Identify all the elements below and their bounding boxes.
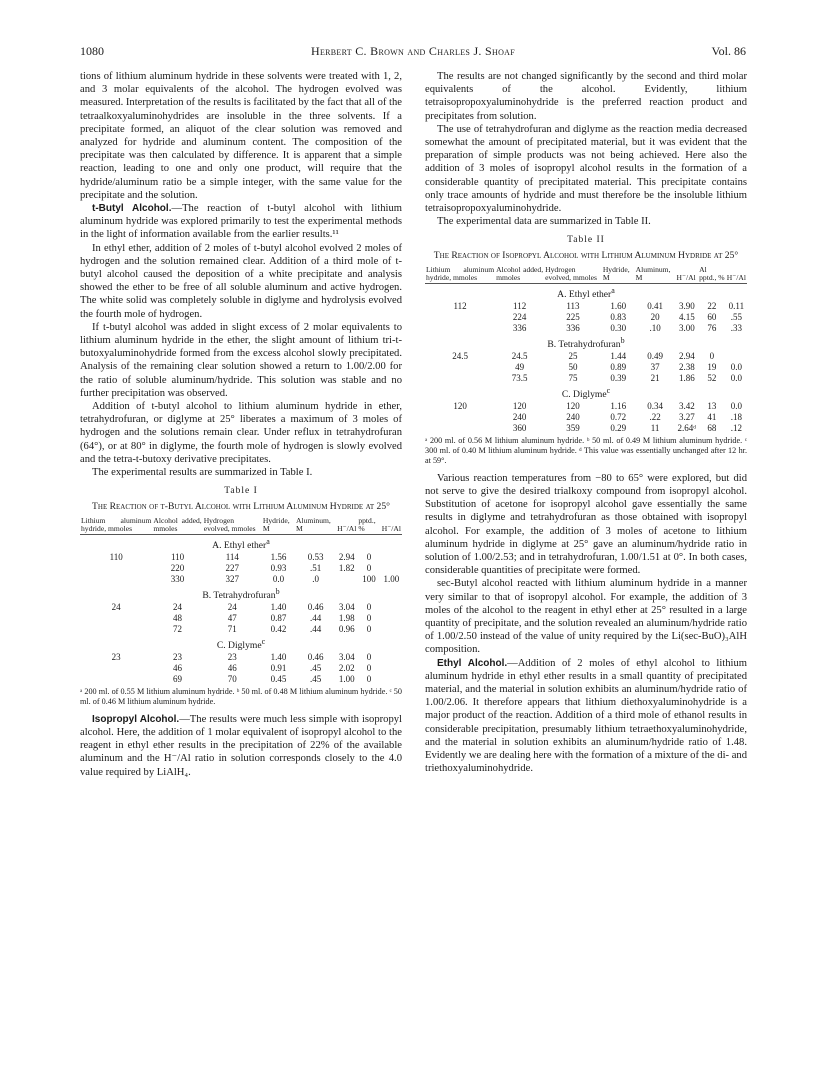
table-cell: .0 bbox=[312, 573, 319, 584]
column-header: Hydride, M bbox=[262, 517, 295, 535]
table-cell: 47 bbox=[227, 613, 237, 624]
table-row bbox=[425, 412, 747, 423]
table-cell: 23 bbox=[111, 652, 121, 663]
section-label-text: B. Tetrahydrofuran bbox=[202, 590, 276, 602]
table-label: Table I bbox=[224, 486, 258, 497]
table-cell bbox=[381, 652, 402, 663]
section-label-text: B. Tetrahydrofuran bbox=[547, 339, 621, 351]
table-row bbox=[80, 602, 402, 613]
paragraph: In ethyl ether, addition of 2 moles of t-butyl alcohol evolved 2 moles of hydrogen and the solution remained clear. Addition of a third mole of t-butyl alcohol caused the deposition of a white precipitate and analysis showed the ether to be free of all soluble aluminum and active hydrogen. The white solid was completely soluble in diglyme and hydrolysis evolved the fourth mole of hydrogen. bbox=[80, 242, 402, 320]
table-cell: 0.42 bbox=[270, 624, 287, 635]
column-header: pptd., % bbox=[357, 517, 380, 535]
table-header-row bbox=[80, 517, 402, 535]
table-cell bbox=[80, 663, 152, 674]
table-cell: 19 bbox=[707, 362, 717, 373]
left-column bbox=[80, 70, 402, 779]
table-cell: 2.64ᵈ bbox=[677, 423, 697, 434]
table-cell bbox=[336, 574, 357, 585]
table-cell: 41 bbox=[707, 412, 717, 423]
section-heading: t-Butyl Alcohol. bbox=[92, 203, 172, 215]
table-cell: 0.29 bbox=[610, 423, 627, 434]
table-cell: .55 bbox=[730, 312, 742, 323]
table-cell: .33 bbox=[730, 323, 742, 334]
table-cell: 1.98 bbox=[338, 613, 355, 624]
table-cell: 3.00 bbox=[678, 323, 695, 334]
table-cell: 0 bbox=[366, 674, 372, 685]
table-cell: 46 bbox=[173, 663, 183, 674]
table-cell: 1.00 bbox=[338, 674, 355, 685]
column-header: Hydrogen evolved, mmoles bbox=[203, 517, 262, 535]
table-row bbox=[425, 401, 747, 412]
column-header: Hydrogen evolved, mmoles bbox=[544, 266, 602, 284]
table-cell: 49 bbox=[515, 362, 525, 373]
column-header: Alcohol added, mmoles bbox=[496, 264, 544, 283]
table-row bbox=[425, 362, 747, 373]
table-cell: 330 bbox=[170, 573, 185, 584]
table-cell: 11 bbox=[650, 423, 660, 434]
section-label bbox=[425, 384, 747, 401]
paragraph bbox=[80, 713, 402, 779]
table-row bbox=[80, 624, 402, 635]
table-cell: 70 bbox=[227, 674, 237, 685]
table-cell: 1.40 bbox=[270, 652, 287, 663]
section-label bbox=[425, 283, 747, 301]
table-cell: 360 bbox=[512, 423, 527, 434]
table-cell: 24 bbox=[173, 602, 183, 613]
table-cell: 0.96 bbox=[338, 624, 355, 635]
table-row bbox=[80, 663, 402, 674]
table-cell: 46 bbox=[227, 663, 237, 674]
table-cell: 1.56 bbox=[270, 551, 287, 562]
running-title: Herbert C. Brown and Charles J. Shoaf bbox=[311, 44, 515, 58]
table-cell: 120 bbox=[512, 401, 527, 412]
table-cell: 110 bbox=[109, 551, 123, 562]
table-footnote: ᵃ 200 ml. of 0.55 M lithium aluminum hydride. ᵇ 50 ml. of 0.48 M lithium aluminum hydride. ᶜ 50 ml. of 0.46 M lithium aluminum hydride. bbox=[80, 687, 402, 707]
table-cell: 24 bbox=[111, 602, 121, 613]
paragraph: The results are not changed significantly by the second and third molar equivalents of the alcohol. Evidently, lithium tetraisopropoxyaluminohydride is the preferred reaction product and precipitates from solution. bbox=[425, 71, 747, 122]
table-cell: 120 bbox=[453, 401, 467, 412]
table-cell: 227 bbox=[225, 562, 240, 573]
table-cell: 75 bbox=[568, 373, 578, 384]
table-cell: 52 bbox=[707, 373, 717, 384]
table-cell: 113 bbox=[566, 301, 580, 312]
table-cell: 224 bbox=[512, 312, 527, 323]
column-header: H⁻/Al bbox=[676, 266, 699, 284]
table-row bbox=[425, 373, 747, 384]
column-header: Aluminum, M bbox=[295, 517, 336, 535]
table-cell: 112 bbox=[513, 301, 527, 312]
table-cell: .45 bbox=[309, 663, 322, 674]
column-header: Al pptd., % bbox=[699, 264, 725, 283]
table-cell: 0.46 bbox=[307, 602, 324, 613]
section-label-text: A. Ethyl ether bbox=[557, 289, 612, 301]
table-cell: 1.00 bbox=[383, 573, 400, 584]
table-cell bbox=[425, 373, 495, 384]
column-header: H⁻/Al bbox=[381, 517, 402, 535]
table-cell: 1.86 bbox=[678, 373, 695, 384]
table-row bbox=[425, 312, 747, 323]
table-cell: 0.0 bbox=[730, 401, 742, 412]
table-cell bbox=[80, 613, 152, 624]
footnote-mark: a bbox=[266, 536, 270, 546]
right-column bbox=[425, 70, 747, 775]
table-row bbox=[425, 351, 747, 362]
table-cell: 60 bbox=[707, 312, 717, 323]
data-table bbox=[80, 517, 402, 686]
table-cell bbox=[425, 323, 495, 334]
table-row bbox=[80, 674, 402, 685]
table-cell: 359 bbox=[566, 423, 580, 434]
paragraph: The use of tetrahydrofuran and diglyme as the reaction media decreased somewhat the amount of precipitated material, but it was evident that the preparation of simple products was not being achieved. Here also the addition of 3 moles of isopropyl alcohol results in the formation of a considerable quantity of precipitated material. This precipitate contains only trace amounts of hydride and must therefore be the insoluble lithium tetraisopropoxyaluminohydride. bbox=[425, 123, 747, 215]
table-cell: 225 bbox=[566, 312, 580, 323]
paragraph: Various reaction temperatures from −80 to 65° were explored, but did not serve to give the desired trialkoxy compound from isopropyl alcohol. Substitution of acetone for isopropyl alcohol gave essentially the same results in diglyme and tetrahydrofuran as those obtained with isopropyl alcohol. For example, the addition of 3 moles of acetone to lithium aluminum hydride in diglyme at 25° gave an aluminum/hydride ratio in solution of 1.00/2.53; and in tetrahydrofuran, 1.00/1.51 at 0°. In both cases, considerable quantities of precipitate were formed. bbox=[425, 472, 747, 577]
table-cell bbox=[80, 574, 152, 585]
table-cell: 110 bbox=[170, 551, 185, 562]
table-cell: 76 bbox=[707, 323, 717, 334]
table-cell: .44 bbox=[309, 624, 322, 635]
table-cell: 3.90 bbox=[678, 301, 695, 312]
table-cell bbox=[425, 423, 495, 434]
table-cell: 220 bbox=[170, 562, 185, 573]
column-header: Lithium aluminum hydride, mmoles bbox=[81, 515, 152, 534]
section-row bbox=[425, 334, 747, 351]
table-cell: .18 bbox=[730, 412, 742, 423]
table-caption: The Reaction of t-Butyl Alcohol with Lithium Aluminum Hydride at 25° bbox=[92, 500, 390, 512]
page-header bbox=[80, 44, 746, 60]
table-cell: 1.82 bbox=[338, 562, 355, 573]
table-cell bbox=[381, 552, 402, 563]
footnote-mark: c bbox=[606, 386, 611, 396]
table-cell: 0.83 bbox=[610, 312, 627, 323]
table-cell: 1.44 bbox=[610, 351, 627, 362]
table-cell: 0.93 bbox=[270, 562, 287, 573]
table-cell: 3.04 bbox=[338, 652, 355, 663]
paragraph: sec-Butyl alcohol reacted with lithium aluminum hydride in a manner very similar to that of isopropyl alcohol. For example, the addition of 3 moles of the alcohol to the reagent in ethyl ether at 25° resulted in a large quantity of precipitate, and the solution revealed an aluminum/hydride ratio of 1.00/2.50 instead of the value of unity required by the Li(sec-BuO)₃AlH composition. bbox=[425, 578, 747, 656]
table-cell: 0 bbox=[366, 624, 372, 635]
table-cell: 0.49 bbox=[647, 351, 663, 362]
table-cell: 2.94 bbox=[678, 351, 695, 362]
section-row bbox=[80, 635, 402, 652]
footnote-mark: a bbox=[611, 285, 615, 295]
table-cell: 69 bbox=[173, 674, 183, 685]
table-cell: 0.46 bbox=[307, 652, 324, 663]
table-cell: 0.0 bbox=[730, 373, 742, 384]
table-cell: 68 bbox=[707, 423, 717, 434]
page-number: 1080 bbox=[80, 44, 104, 58]
table-footnote: ᵃ 200 ml. of 0.56 M lithium aluminum hydride. ᵇ 50 ml. of 0.49 M lithium aluminum hydride. ᶜ 300 ml. of 0.40 M lithium aluminum hydride. ᵈ This value was essentially unchanged after 12 hr. at 59°. bbox=[425, 436, 747, 465]
section-heading: Ethyl Alcohol. bbox=[437, 657, 508, 669]
table-label: Table II bbox=[567, 235, 605, 246]
column-header: Alcohol added, mmoles bbox=[153, 515, 202, 534]
table-cell: 72 bbox=[173, 624, 183, 635]
paragraph: The experimental data are summarized in Table II. bbox=[437, 216, 651, 228]
table-cell bbox=[381, 613, 402, 624]
table-row bbox=[80, 563, 402, 574]
table-cell: 327 bbox=[225, 573, 240, 584]
section-row bbox=[425, 384, 747, 401]
paragraph-text: —The reaction of t-butyl alcohol with lithium aluminum hydride was explored primarily to test the experimental methods in the light of information available from the earlier results.¹¹ bbox=[80, 203, 403, 241]
paragraph-text: —Addition of 2 moles of ethyl alcohol to lithium aluminum hydride in ethyl ether results in a small quantity of precipitated material, and the material in solution exhibits an aluminum/hydride ratio of 1.00/2.06. It therefore appears that lithium diethoxyaluminohydride is a major product of the reaction. Addition of a third mole of ethanol results in considerable precipitation, presumably lithium tetraethoxyaluminohydride, and the material in solution exhibits an aluminum/hydride ratio of 1.48. Evidently we are dealing here with the formation of a mixture of the di- and triethoxyaluminohydride. bbox=[425, 657, 747, 775]
column-header: H⁻/Al bbox=[336, 517, 357, 535]
table-cell: .22 bbox=[649, 412, 661, 423]
table-cell: 0 bbox=[366, 652, 372, 663]
table-cell bbox=[726, 351, 747, 362]
table-cell: 0.30 bbox=[610, 323, 627, 334]
column-header: Lithium aluminum hydride, mmoles bbox=[426, 264, 495, 283]
table-cell: 0.45 bbox=[270, 674, 287, 685]
table-cell bbox=[425, 362, 495, 373]
table-cell bbox=[80, 674, 152, 685]
table-cell: 50 bbox=[568, 362, 578, 373]
column-header: Hydride, M bbox=[602, 266, 635, 284]
table-cell: 336 bbox=[512, 323, 527, 334]
table-cell: 24.5 bbox=[511, 351, 528, 362]
table-cell bbox=[381, 563, 402, 574]
table-cell: 0.0 bbox=[730, 362, 742, 373]
table-cell: 37 bbox=[650, 362, 660, 373]
table-cell bbox=[381, 602, 402, 613]
footnote-mark: c bbox=[261, 637, 266, 647]
table-row bbox=[80, 652, 402, 663]
section-label bbox=[80, 585, 402, 602]
table-row bbox=[80, 552, 402, 563]
table-cell: 2.02 bbox=[338, 663, 355, 674]
table-header-row bbox=[425, 266, 747, 284]
table-cell: 0.89 bbox=[610, 362, 627, 373]
table-cell: 24.5 bbox=[452, 351, 468, 362]
table-cell bbox=[80, 624, 152, 635]
table-cell: 0.39 bbox=[610, 373, 627, 384]
table-cell: 0 bbox=[366, 551, 372, 562]
paragraph: tions of lithium aluminum hydride in these solvents were treated with 1, 2, and 3 molar equivalents of the alcohol. The hydrogen evolved was measured. Interpretation of the results is facilitated by the fact that all of the tetraalkoxyaluminohydrides are insoluble in the three solvents. If a precipitate formed, an aliquot of the clear solution was removed and analyzed for hydride and aluminum content. The composition of the precipitate was then calculated by difference. It is apparent that a simple reaction, leading to one and only one product, will require that the hydride/aluminum ratio be a simple integer, with the same value for the precipitate and the solution. bbox=[80, 71, 402, 201]
table-cell: 20 bbox=[650, 312, 660, 323]
table-row bbox=[425, 423, 747, 434]
table-row bbox=[80, 613, 402, 624]
table-cell: 0.87 bbox=[270, 613, 287, 624]
table-cell: .12 bbox=[730, 423, 742, 434]
table-cell: 25 bbox=[568, 351, 578, 362]
table-cell: 0 bbox=[366, 562, 372, 573]
column-header: H⁻/Al bbox=[726, 266, 747, 284]
section-label-text: A. Ethyl ether bbox=[212, 539, 267, 551]
table-cell: 0.91 bbox=[270, 663, 287, 674]
paragraph bbox=[425, 657, 747, 776]
paragraph: If t-butyl alcohol was added in slight excess of 2 molar equivalents to lithium aluminum hydride in the ether, the slight amount of lithium tri-t-butoxyaluminohydride formed from the excess alcohol slowly precipitated. Analysis of the remaining clear solution showed a return to 1.00/2.00 for the ratio of soluble aluminum/hydride. This solution was stable and no further precipitation was observed. bbox=[80, 321, 402, 399]
table-cell: 71 bbox=[227, 624, 237, 635]
table-cell: 114 bbox=[225, 551, 239, 562]
section-label bbox=[80, 534, 402, 552]
table-cell: 1.16 bbox=[610, 401, 627, 412]
table-cell bbox=[381, 674, 402, 685]
paragraph bbox=[80, 202, 402, 242]
table-cell: .10 bbox=[649, 323, 661, 334]
table-cell: 21 bbox=[650, 373, 660, 384]
volume-label: Vol. 86 bbox=[711, 44, 746, 58]
table-cell: 0.34 bbox=[647, 401, 663, 412]
section-row bbox=[80, 585, 402, 602]
section-label bbox=[80, 635, 402, 652]
table-cell bbox=[425, 312, 495, 323]
table-cell: 22 bbox=[707, 301, 717, 312]
footnote-mark: b bbox=[275, 586, 280, 596]
table-cell: 0 bbox=[366, 663, 372, 674]
table-cell: 0.0 bbox=[272, 573, 285, 584]
table-cell: 240 bbox=[512, 412, 527, 423]
table-cell: 24 bbox=[227, 602, 237, 613]
table-cell bbox=[381, 624, 402, 635]
paragraph-text: —The results were much less simple with isopropyl alcohol. Here, the addition of 1 molar equivalent of isopropyl alcohol to the reagent in ethyl ether results in the precipitation of 22% of the available aluminum and the H⁻/Al ratio in solution corresponds closely to the 4.0 value required by LiAlH₄. bbox=[80, 713, 402, 778]
table-row bbox=[425, 301, 747, 312]
table-cell bbox=[381, 663, 402, 674]
column-header: Aluminum, M bbox=[635, 266, 676, 284]
table-cell: 48 bbox=[173, 613, 183, 624]
table-cell: 0.11 bbox=[728, 301, 745, 312]
section-label bbox=[425, 334, 747, 351]
data-table bbox=[425, 266, 747, 435]
table-cell: 0.41 bbox=[647, 301, 663, 312]
table-cell: 240 bbox=[566, 412, 580, 423]
table-cell: 3.42 bbox=[678, 401, 695, 412]
section-label-text: C. Diglyme bbox=[216, 640, 262, 652]
table-cell: 0 bbox=[709, 351, 715, 362]
table-cell: 336 bbox=[566, 323, 580, 334]
table-cell: 100 bbox=[362, 573, 376, 584]
table-cell: 2.38 bbox=[678, 362, 695, 373]
table-cell bbox=[80, 563, 152, 574]
table-row bbox=[80, 574, 402, 585]
table-cell: 3.04 bbox=[338, 602, 355, 613]
section-label-text: C. Diglyme bbox=[561, 389, 607, 401]
table-cell: 23 bbox=[227, 652, 237, 663]
section-row bbox=[425, 283, 747, 301]
section-heading: Isopropyl Alcohol. bbox=[92, 713, 180, 725]
footnote-mark: b bbox=[620, 336, 625, 346]
table-cell: 120 bbox=[566, 401, 580, 412]
table-cell: .44 bbox=[309, 613, 322, 624]
table-cell: 0.72 bbox=[610, 412, 627, 423]
table-cell: 0 bbox=[366, 613, 372, 624]
table-cell: 2.94 bbox=[338, 551, 355, 562]
table-cell: 73.5 bbox=[511, 373, 528, 384]
section-row bbox=[80, 534, 402, 552]
table-cell: 1.40 bbox=[270, 602, 287, 613]
table-cell: 23 bbox=[173, 652, 183, 663]
table-cell: 13 bbox=[707, 401, 717, 412]
table-cell: 4.15 bbox=[678, 312, 695, 323]
table-cell: 1.60 bbox=[610, 301, 627, 312]
paragraph: The experimental results are summarized in Table I. bbox=[92, 467, 313, 479]
table-cell bbox=[425, 412, 495, 423]
paragraph: Addition of t-butyl alcohol to lithium aluminum hydride in ether, tetrahydrofuran, or diglyme at 25° liberates a maximum of 3 moles of hydrogen and the solutions remain clear. Under reflux in tetrahydrofuran (64°), or at 80° in diglyme, the fourth mole of hydrogen is slowly evolved and the tetra-t-butoxy derivative precipitates. bbox=[80, 401, 402, 465]
table-caption: The Reaction of Isopropyl Alcohol with Lithium Aluminum Hydride at 25° bbox=[433, 249, 739, 261]
table-cell: 3.27 bbox=[678, 412, 695, 423]
table-row bbox=[425, 323, 747, 334]
table-cell: 112 bbox=[453, 301, 467, 312]
table-cell: 0 bbox=[366, 602, 372, 613]
table-cell: .45 bbox=[309, 674, 322, 685]
table-cell: .51 bbox=[309, 562, 322, 573]
table-cell: 0.53 bbox=[307, 551, 324, 562]
